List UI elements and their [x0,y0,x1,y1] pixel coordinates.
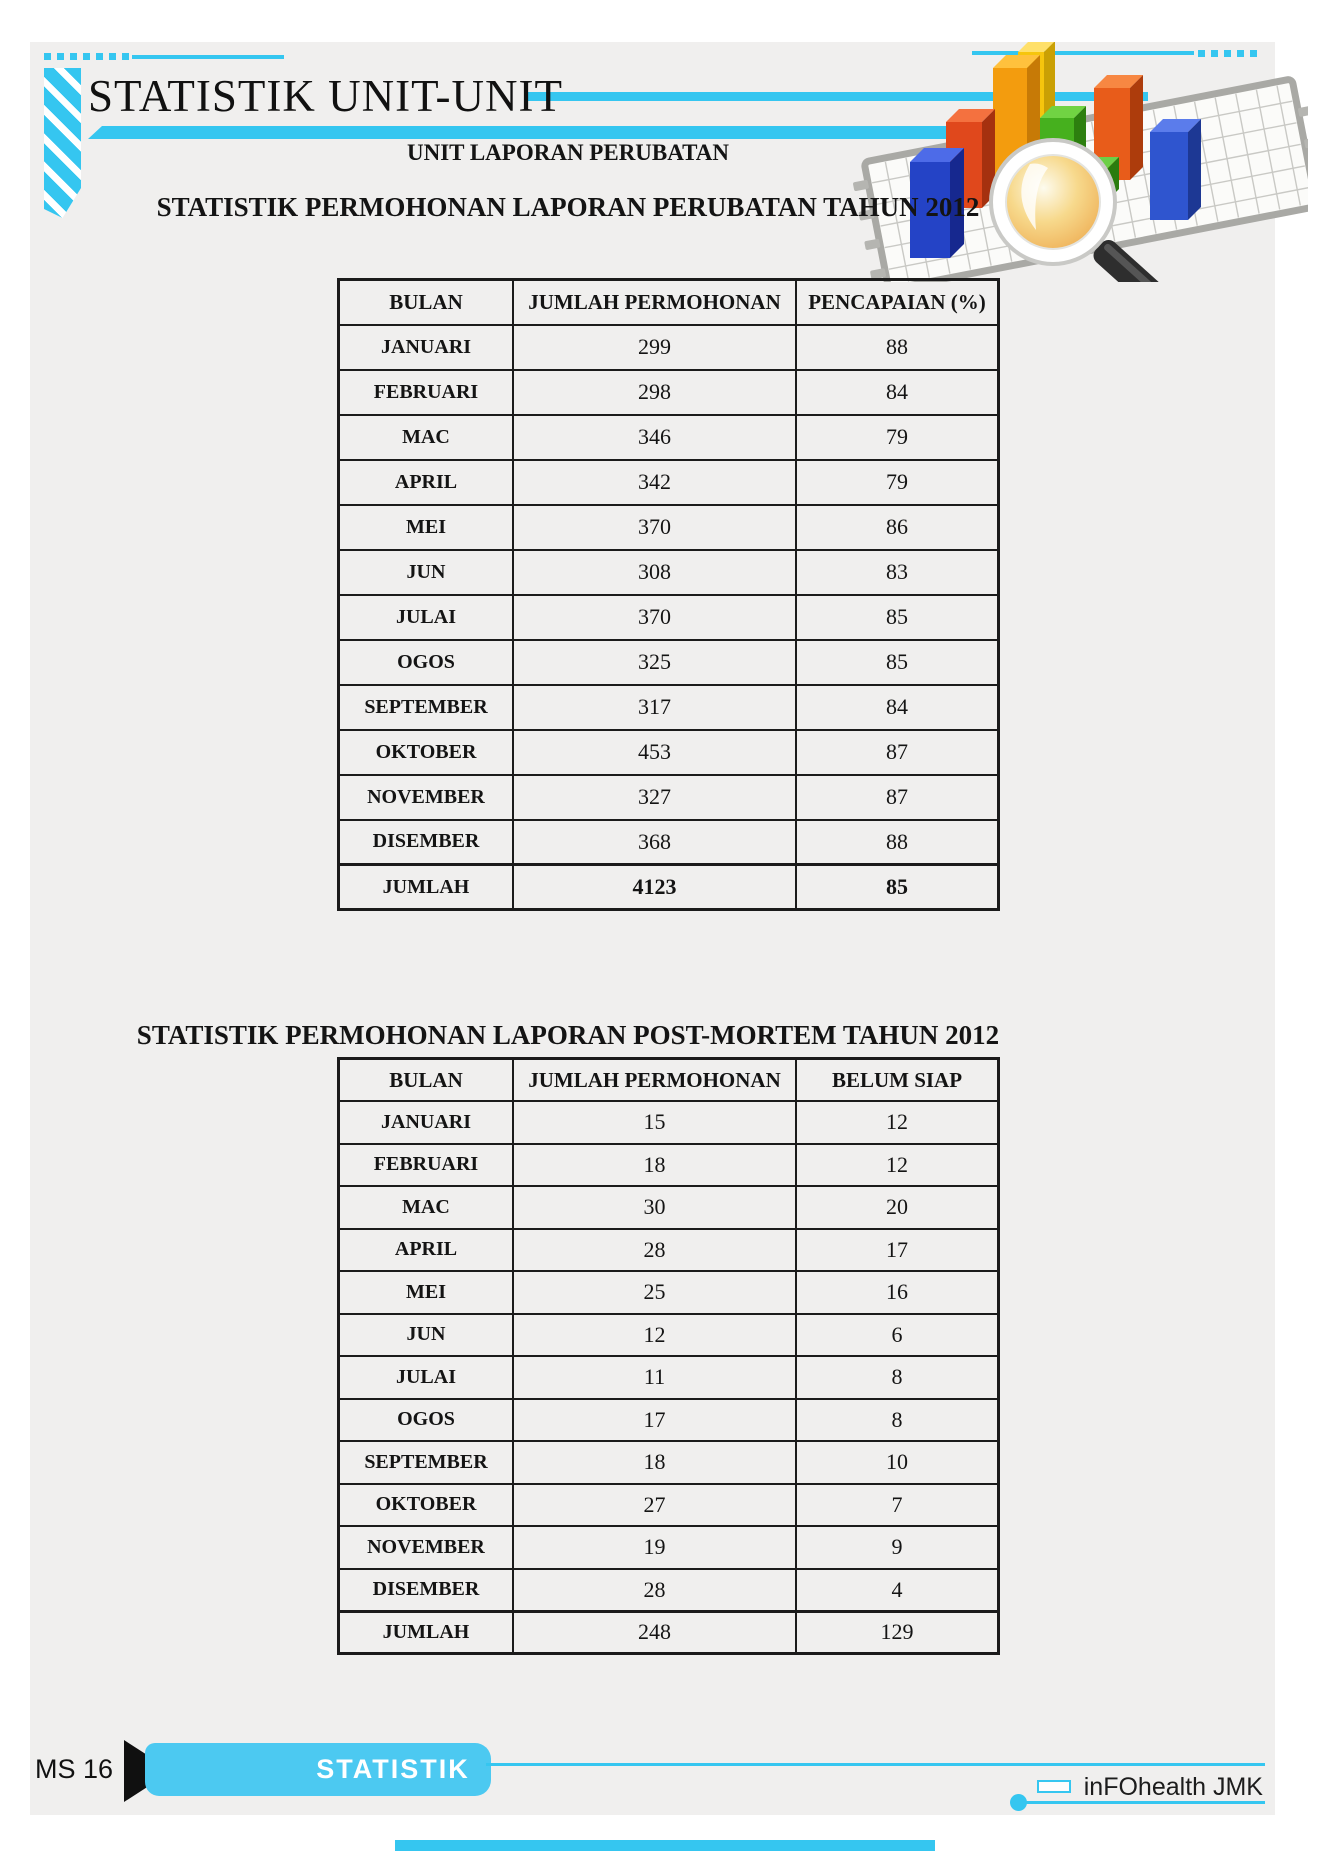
table-cell: 85 [796,865,999,910]
table-row [339,640,999,685]
table-cell: 28 [513,1229,796,1272]
table-cell: 6 [796,1314,999,1357]
table-row [339,460,999,505]
table-cell: DISEMBER [339,820,514,865]
table-header-row [339,1059,999,1102]
table-cell: MAC [339,1186,514,1229]
post-mortem-table [337,1057,1000,1655]
table-cell: FEBRUARI [339,370,514,415]
page-title: STATISTIK UNIT-UNIT [88,71,563,121]
column-header: BULAN [339,1059,514,1102]
table-cell: 87 [796,775,999,820]
table-cell: 299 [513,325,796,370]
table-cell: 17 [513,1399,796,1442]
table-cell: 79 [796,460,999,505]
table-cell: 27 [513,1484,796,1527]
table-cell: JUN [339,550,514,595]
section-banner-label: STATISTIK [316,1754,470,1784]
table-cell: 79 [796,415,999,460]
table-cell: APRIL [339,1229,514,1272]
table2-title: STATISTIK PERMOHONAN LAPORAN POST-MORTEM TAHUN 2012 [136,1020,1000,1050]
table-header-row [339,280,999,325]
table-cell: 85 [796,640,999,685]
column-header: JUMLAH PERMOHONAN [513,280,796,325]
table-row [339,595,999,640]
table-cell: 28 [513,1569,796,1612]
table-row [339,775,999,820]
table-cell: 298 [513,370,796,415]
perubatan-table [337,278,1000,911]
table-cell: 317 [513,685,796,730]
table-cell: 325 [513,640,796,685]
table-cell: 12 [513,1314,796,1357]
table-cell: 248 [513,1611,796,1654]
table-row [339,325,999,370]
table-cell: 8 [796,1399,999,1442]
table1-title: STATISTIK PERMOHONAN LAPORAN PERUBATAN TAHUN 2012 [156,192,980,222]
table-cell: 4 [796,1569,999,1612]
table-row [339,1314,999,1357]
table-cell: 15 [513,1101,796,1144]
table-row [339,1569,999,1612]
table-cell: NOVEMBER [339,1526,514,1569]
table-cell: MAC [339,415,514,460]
table-cell: 88 [796,820,999,865]
table-cell: JULAI [339,1356,514,1399]
table-cell: 84 [796,370,999,415]
table-cell: 18 [513,1144,796,1187]
table-row [339,1356,999,1399]
table-row [339,1186,999,1229]
table-cell: FEBRUARI [339,1144,514,1187]
table-cell: 85 [796,595,999,640]
table-cell: APRIL [339,460,514,505]
table-cell: 88 [796,325,999,370]
brand-label: inFOhealth JMK [1083,1773,1263,1801]
table-cell: OKTOBER [339,730,514,775]
table-cell: 4123 [513,865,796,910]
table-cell: 368 [513,820,796,865]
table-cell: OGOS [339,1399,514,1442]
table-cell: 8 [796,1356,999,1399]
table-row [339,1526,999,1569]
table-row [339,1271,999,1314]
table-row [339,1441,999,1484]
table-cell: 19 [513,1526,796,1569]
table-cell: 453 [513,730,796,775]
table-cell: MEI [339,1271,514,1314]
table-cell: 10 [796,1441,999,1484]
bottom-accent-strip [395,1840,935,1851]
table-cell: 7 [796,1484,999,1527]
table-cell: SEPTEMBER [339,1441,514,1484]
table-cell: DISEMBER [339,1569,514,1612]
table-row [339,550,999,595]
table-total-row [339,865,999,910]
table-total-row [339,1611,999,1654]
table-cell: 12 [796,1144,999,1187]
brand-rect-icon [1037,1780,1071,1793]
column-header: PENCAPAIAN (%) [796,280,999,325]
table-cell: 84 [796,685,999,730]
table-row [339,505,999,550]
table-cell: 9 [796,1526,999,1569]
table-cell: 86 [796,505,999,550]
table-cell: 20 [796,1186,999,1229]
table-cell: 83 [796,550,999,595]
table-row [339,1101,999,1144]
table-cell: 16 [796,1271,999,1314]
dotted-accent-line-left [44,53,129,60]
table-cell: 327 [513,775,796,820]
footer-accent-line-top [486,1763,1265,1766]
table-row [339,1229,999,1272]
table-cell: 346 [513,415,796,460]
table-cell: OGOS [339,640,514,685]
unit-title: UNIT LAPORAN PERUBATAN [406,140,730,165]
page-number: MS 16 [35,1754,114,1784]
table-row [339,370,999,415]
table-cell: 30 [513,1186,796,1229]
table-cell: JUMLAH [339,865,514,910]
table-cell: JUN [339,1314,514,1357]
table-row [339,685,999,730]
table-cell: 308 [513,550,796,595]
table-cell: JANUARI [339,325,514,370]
table-cell: 129 [796,1611,999,1654]
table-row [339,1484,999,1527]
table-cell: SEPTEMBER [339,685,514,730]
column-header: JUMLAH PERMOHONAN [513,1059,796,1102]
table-cell: JANUARI [339,1101,514,1144]
table-cell: JULAI [339,595,514,640]
footer-accent-line-bottom [1018,1801,1265,1804]
table-cell: 18 [513,1441,796,1484]
table-row [339,1399,999,1442]
table-cell: 12 [796,1101,999,1144]
table-cell: JUMLAH [339,1611,514,1654]
accent-line-top-left [132,55,284,59]
table-cell: 11 [513,1356,796,1399]
table-cell: 370 [513,505,796,550]
document-page [30,42,1275,1815]
column-header: BELUM SIAP [796,1059,999,1102]
table-cell: MEI [339,505,514,550]
table-cell: OKTOBER [339,1484,514,1527]
table-row [339,1144,999,1187]
table-cell: 25 [513,1271,796,1314]
table-row [339,730,999,775]
table-cell: NOVEMBER [339,775,514,820]
table-cell: 87 [796,730,999,775]
table-cell: 17 [796,1229,999,1272]
table-row [339,820,999,865]
table-cell: 370 [513,595,796,640]
column-header: BULAN [339,280,514,325]
table-row [339,415,999,460]
table-cell: 342 [513,460,796,505]
